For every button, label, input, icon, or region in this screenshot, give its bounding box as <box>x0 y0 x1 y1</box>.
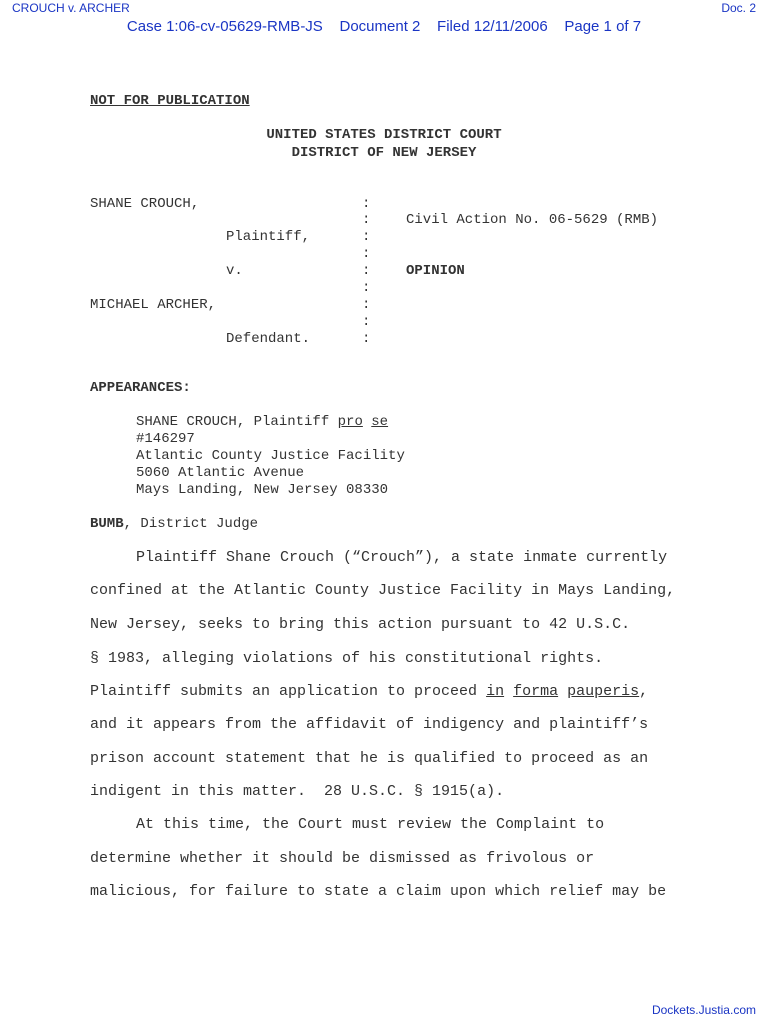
caption-colon: : <box>362 314 371 330</box>
defendant-role: Defendant. <box>226 331 311 347</box>
body-line: prison account statement that he is qualified to proceed as an <box>90 750 649 767</box>
plaintiff-name: SHANE CROUCH, <box>90 196 200 212</box>
doc-link[interactable]: Doc. 2 <box>721 1 756 15</box>
case-number: Case 1:06-cv-05629-RMB-JS <box>126 18 323 35</box>
case-header <box>0 18 768 35</box>
body-line: Plaintiff Shane Crouch (“Crouch”), a state inmate currently <box>136 549 668 566</box>
appearances-heading: APPEARANCES: <box>90 380 191 396</box>
caption-colon: : <box>362 297 371 313</box>
page-indicator: Page 1 of 7 <box>564 18 642 35</box>
defendant-name: MICHAEL ARCHER, <box>90 297 217 313</box>
body-line: and it appears from the affidavit of indigency and plaintiff’s <box>90 716 649 733</box>
caption-colon: : <box>362 331 371 347</box>
court-name: UNITED STATES DISTRICT COURT <box>266 127 502 143</box>
body-line: confined at the Atlantic County Justice Facility in Mays Landing, <box>90 582 676 599</box>
body-line: determine whether it should be dismissed as frivolous or <box>90 850 595 867</box>
caption-colon: : <box>362 212 371 228</box>
facility-city: Mays Landing, New Jersey 08330 <box>136 482 389 498</box>
appearance-name: SHANE CROUCH, Plaintiff pro se <box>136 414 389 430</box>
opinion-label: OPINION <box>406 263 465 279</box>
judge-line: BUMB, District Judge <box>90 516 259 532</box>
plaintiff-role: Plaintiff, <box>226 229 311 245</box>
body-line: At this time, the Court must review the Complaint to <box>136 816 605 833</box>
caption-colon: : <box>362 280 371 296</box>
body-line: § 1983, alleging violations of his constitutional rights. <box>90 650 604 667</box>
body-line: Plaintiff submits an application to proceed in forma pauperis, <box>90 683 649 700</box>
caption-colon: : <box>362 196 371 212</box>
facility-street: 5060 Atlantic Avenue <box>136 465 305 481</box>
court-district: DISTRICT OF NEW JERSEY <box>291 145 477 161</box>
versus: v. <box>226 263 243 279</box>
source-link[interactable]: Dockets.Justia.com <box>651 1003 756 1017</box>
filed-date: Filed 12/11/2006 <box>437 18 548 35</box>
case-title-link[interactable]: CROUCH v. ARCHER <box>12 1 130 15</box>
not-for-publication: NOT FOR PUBLICATION <box>90 93 250 109</box>
caption-colon: : <box>362 229 371 245</box>
civil-action-number: Civil Action No. 06-5629 (RMB) <box>406 212 659 228</box>
body-line: New Jersey, seeks to bring this action pursuant to 42 U.S.C. <box>90 616 631 633</box>
inmate-number: #146297 <box>136 431 195 447</box>
document-number: Document 2 <box>339 18 421 35</box>
caption-colon: : <box>362 246 371 262</box>
body-line: indigent in this matter. 28 U.S.C. § 1915(a). <box>90 783 505 800</box>
caption-colon: : <box>362 263 371 279</box>
body-line: malicious, for failure to state a claim upon which relief may be <box>90 883 667 900</box>
facility-name: Atlantic County Justice Facility <box>136 448 405 464</box>
